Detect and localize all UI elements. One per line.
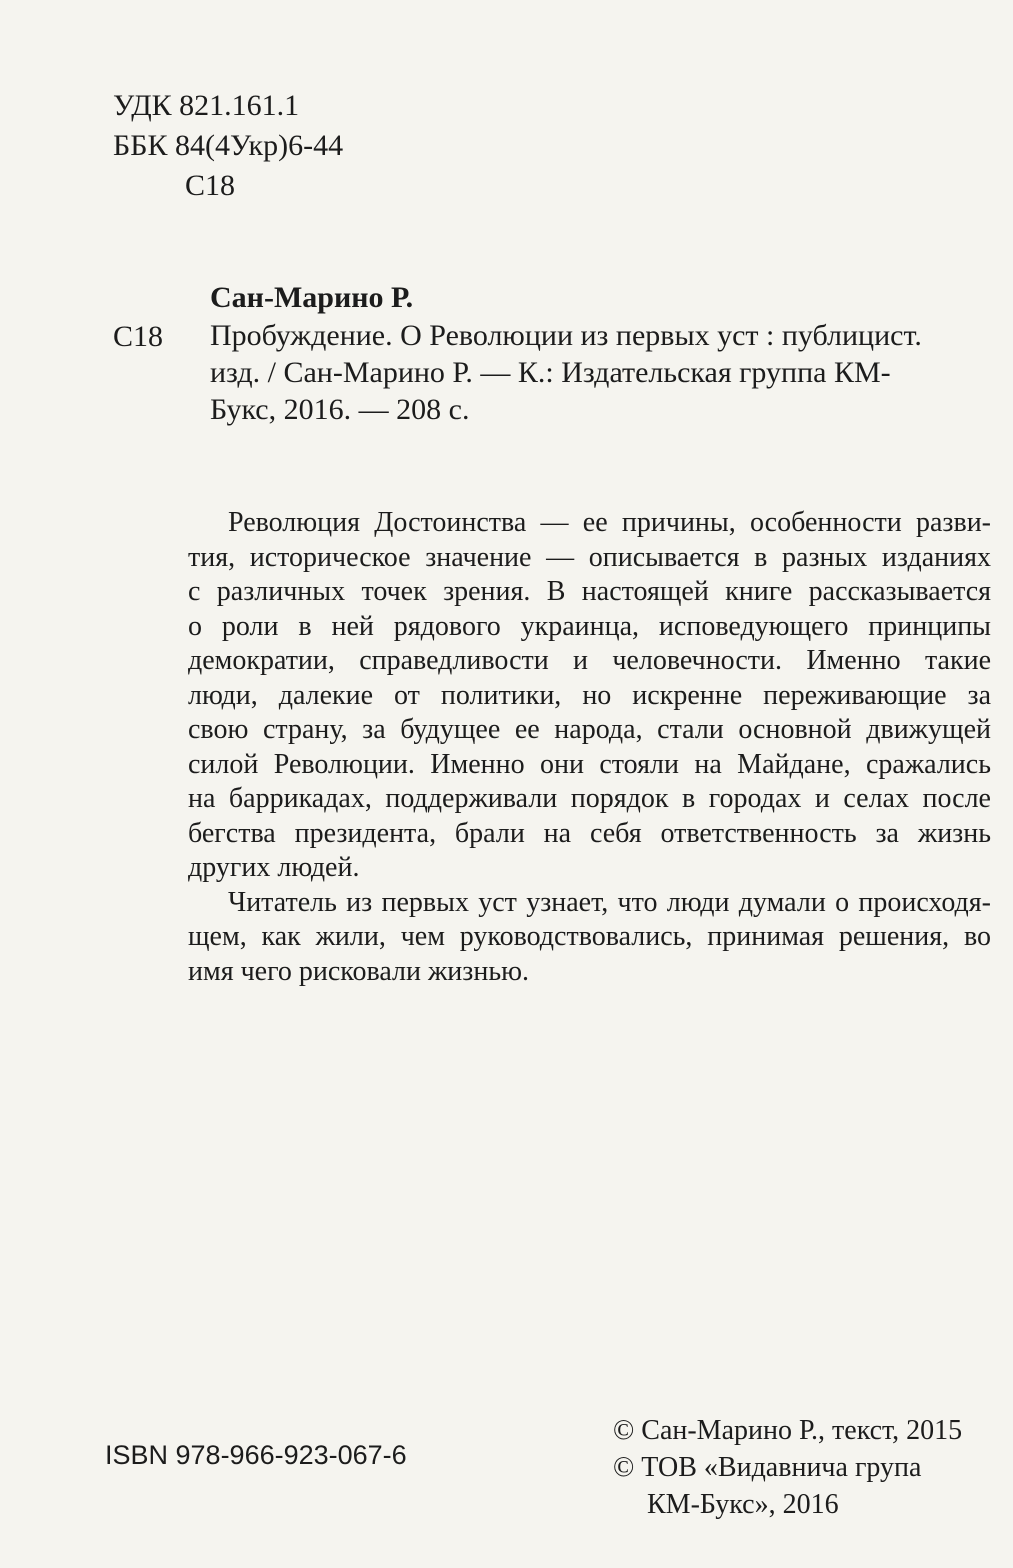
bbk-code: ББК 84(4Укр)6-44 bbox=[113, 129, 344, 162]
annotation-line: бегства президента, брали на себя ответственность за жизнь bbox=[188, 817, 991, 849]
copyright-block bbox=[613, 1412, 962, 1523]
annotation-line: люди, далекие от политики, но искренне переживающие за bbox=[188, 679, 991, 711]
bibliographic-description bbox=[210, 317, 988, 428]
classification-codes bbox=[113, 86, 343, 206]
copyright-line: КМ-Букс», 2016 bbox=[647, 1489, 839, 1520]
isbn: ISBN 978-966-923-067-6 bbox=[105, 1440, 407, 1470]
annotation-line: щем, как жили, чем руководствовались, принимая решения, во bbox=[188, 921, 991, 952]
annotation bbox=[188, 506, 991, 989]
annotation-line: демократии, справедливости и человечности. Именно такие bbox=[188, 645, 991, 676]
annotation-line: на баррикадах, поддерживали порядок в городах и селах после bbox=[188, 783, 991, 814]
udk-code: УДК 821.161.1 bbox=[113, 89, 300, 122]
bib-line: изд. / Сан-Марино Р. — К.: Издательская группа КМ- bbox=[210, 356, 891, 389]
annotation-line: о роли в ней рядового украинца, исповедующего принципы bbox=[188, 610, 991, 642]
annotation-line: силой Революции. Именно они стояли на Майдане, сражались bbox=[188, 748, 991, 780]
annotation-line: имя чего рисковали жизнью. bbox=[188, 955, 530, 987]
annotation-line: с различных точек зрения. В настоящей книге рассказывается bbox=[188, 576, 991, 607]
annotation-line: Читатель из первых уст узнает, что люди думали о происходя- bbox=[228, 886, 991, 918]
annotation-line: тия, историческое значение — описывается в разных изданиях bbox=[188, 541, 991, 573]
copyright-line: © ТОВ «Видавнича група bbox=[613, 1452, 922, 1483]
annotation-line: свою страну, за будущее ее народа, стали основной движущей bbox=[188, 714, 991, 745]
bib-line: Пробуждение. О Революции из первых уст : публицист. bbox=[210, 319, 922, 352]
copyright-line: © Сан-Марино Р., текст, 2015 bbox=[613, 1415, 963, 1446]
annotation-line: других людей. bbox=[188, 852, 360, 883]
annotation-line: Революция Достоинства — ее причины, особенности разви- bbox=[228, 507, 991, 538]
bibliography-sign: С18 bbox=[113, 320, 164, 353]
bib-line: Букс, 2016. — 208 с. bbox=[210, 393, 470, 426]
bibliography-author: Сан-Марино Р. bbox=[210, 281, 414, 314]
author-sign-code: С18 bbox=[185, 169, 236, 202]
